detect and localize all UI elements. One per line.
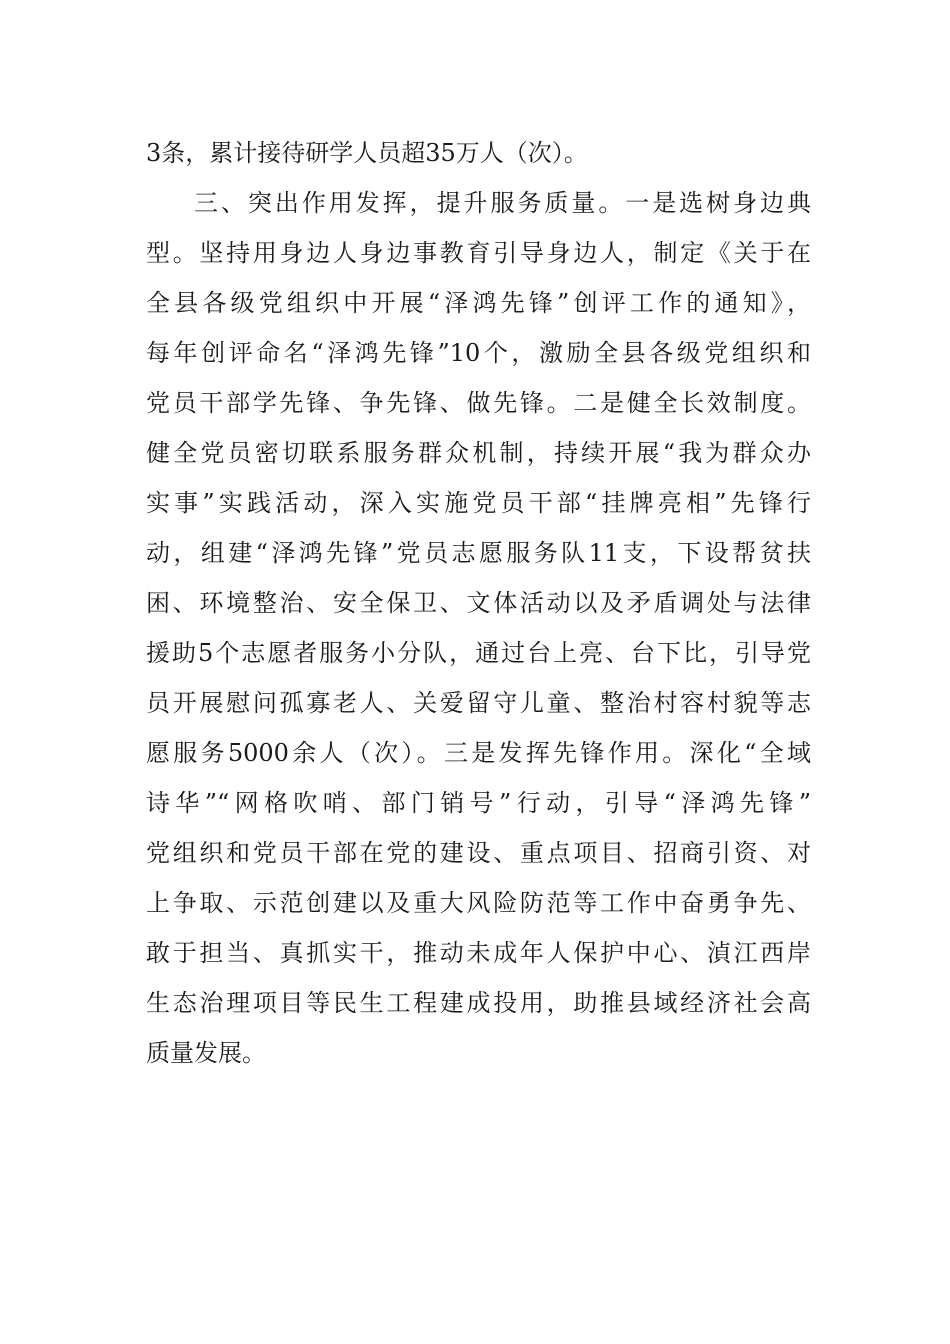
paragraph-line: 党员干部学先锋、争先锋、做先锋。二是健全长效制度。 (146, 389, 811, 417)
continuation-line: 3条，累计接待研学人员超35万人（次）。 (146, 139, 588, 167)
paragraph-line: 健全党员密切联系服务群众机制，持续开展“我为群众办 (146, 439, 811, 467)
paragraph-line: 敢于担当、真抓实干，推动未成年人保护中心、湞江西岸 (146, 939, 811, 967)
paragraph-line: 愿服务5000余人（次）。三是发挥先锋作用。深化“全域 (146, 739, 811, 767)
paragraph-line: 诗华”“网格吹哨、部门销号”行动，引导“泽鸿先锋” (146, 789, 811, 817)
paragraph-line: 三、突出作用发挥，提升服务质量。一是选树身边典 (194, 189, 811, 217)
paragraph-line: 生态治理项目等民生工程建成投用，助推县域经济社会高 (146, 989, 811, 1017)
paragraph-line: 上争取、示范创建以及重大风险防范等工作中奋勇争先、 (146, 889, 811, 917)
paragraph-line: 党组织和党员干部在党的建设、重点项目、招商引资、对 (146, 839, 811, 867)
paragraph-line: 困、环境整治、安全保卫、文体活动以及矛盾调处与法律 (146, 589, 811, 617)
paragraph-line: 实事”实践活动，深入实施党员干部“挂牌亮相”先锋行 (146, 489, 811, 517)
paragraph-line: 动，组建“泽鸿先锋”党员志愿服务队11支，下设帮贫扶 (146, 539, 811, 567)
paragraph-last-line: 质量发展。 (146, 1039, 266, 1067)
paragraph-line: 全县各级党组织中开展“泽鸿先锋”创评工作的通知》， (146, 289, 811, 317)
document-body (146, 128, 811, 1078)
paragraph-line: 每年创评命名“泽鸿先锋”10个，激励全县各级党组织和 (146, 339, 811, 367)
paragraph-line: 型。坚持用身边人身边事教育引导身边人，制定《关于在 (146, 239, 811, 267)
paragraph-line: 援助5个志愿者服务小分队，通过台上亮、台下比，引导党 (146, 639, 811, 667)
paragraph-line: 员开展慰问孤寡老人、关爱留守儿童、整治村容村貌等志 (146, 689, 811, 717)
